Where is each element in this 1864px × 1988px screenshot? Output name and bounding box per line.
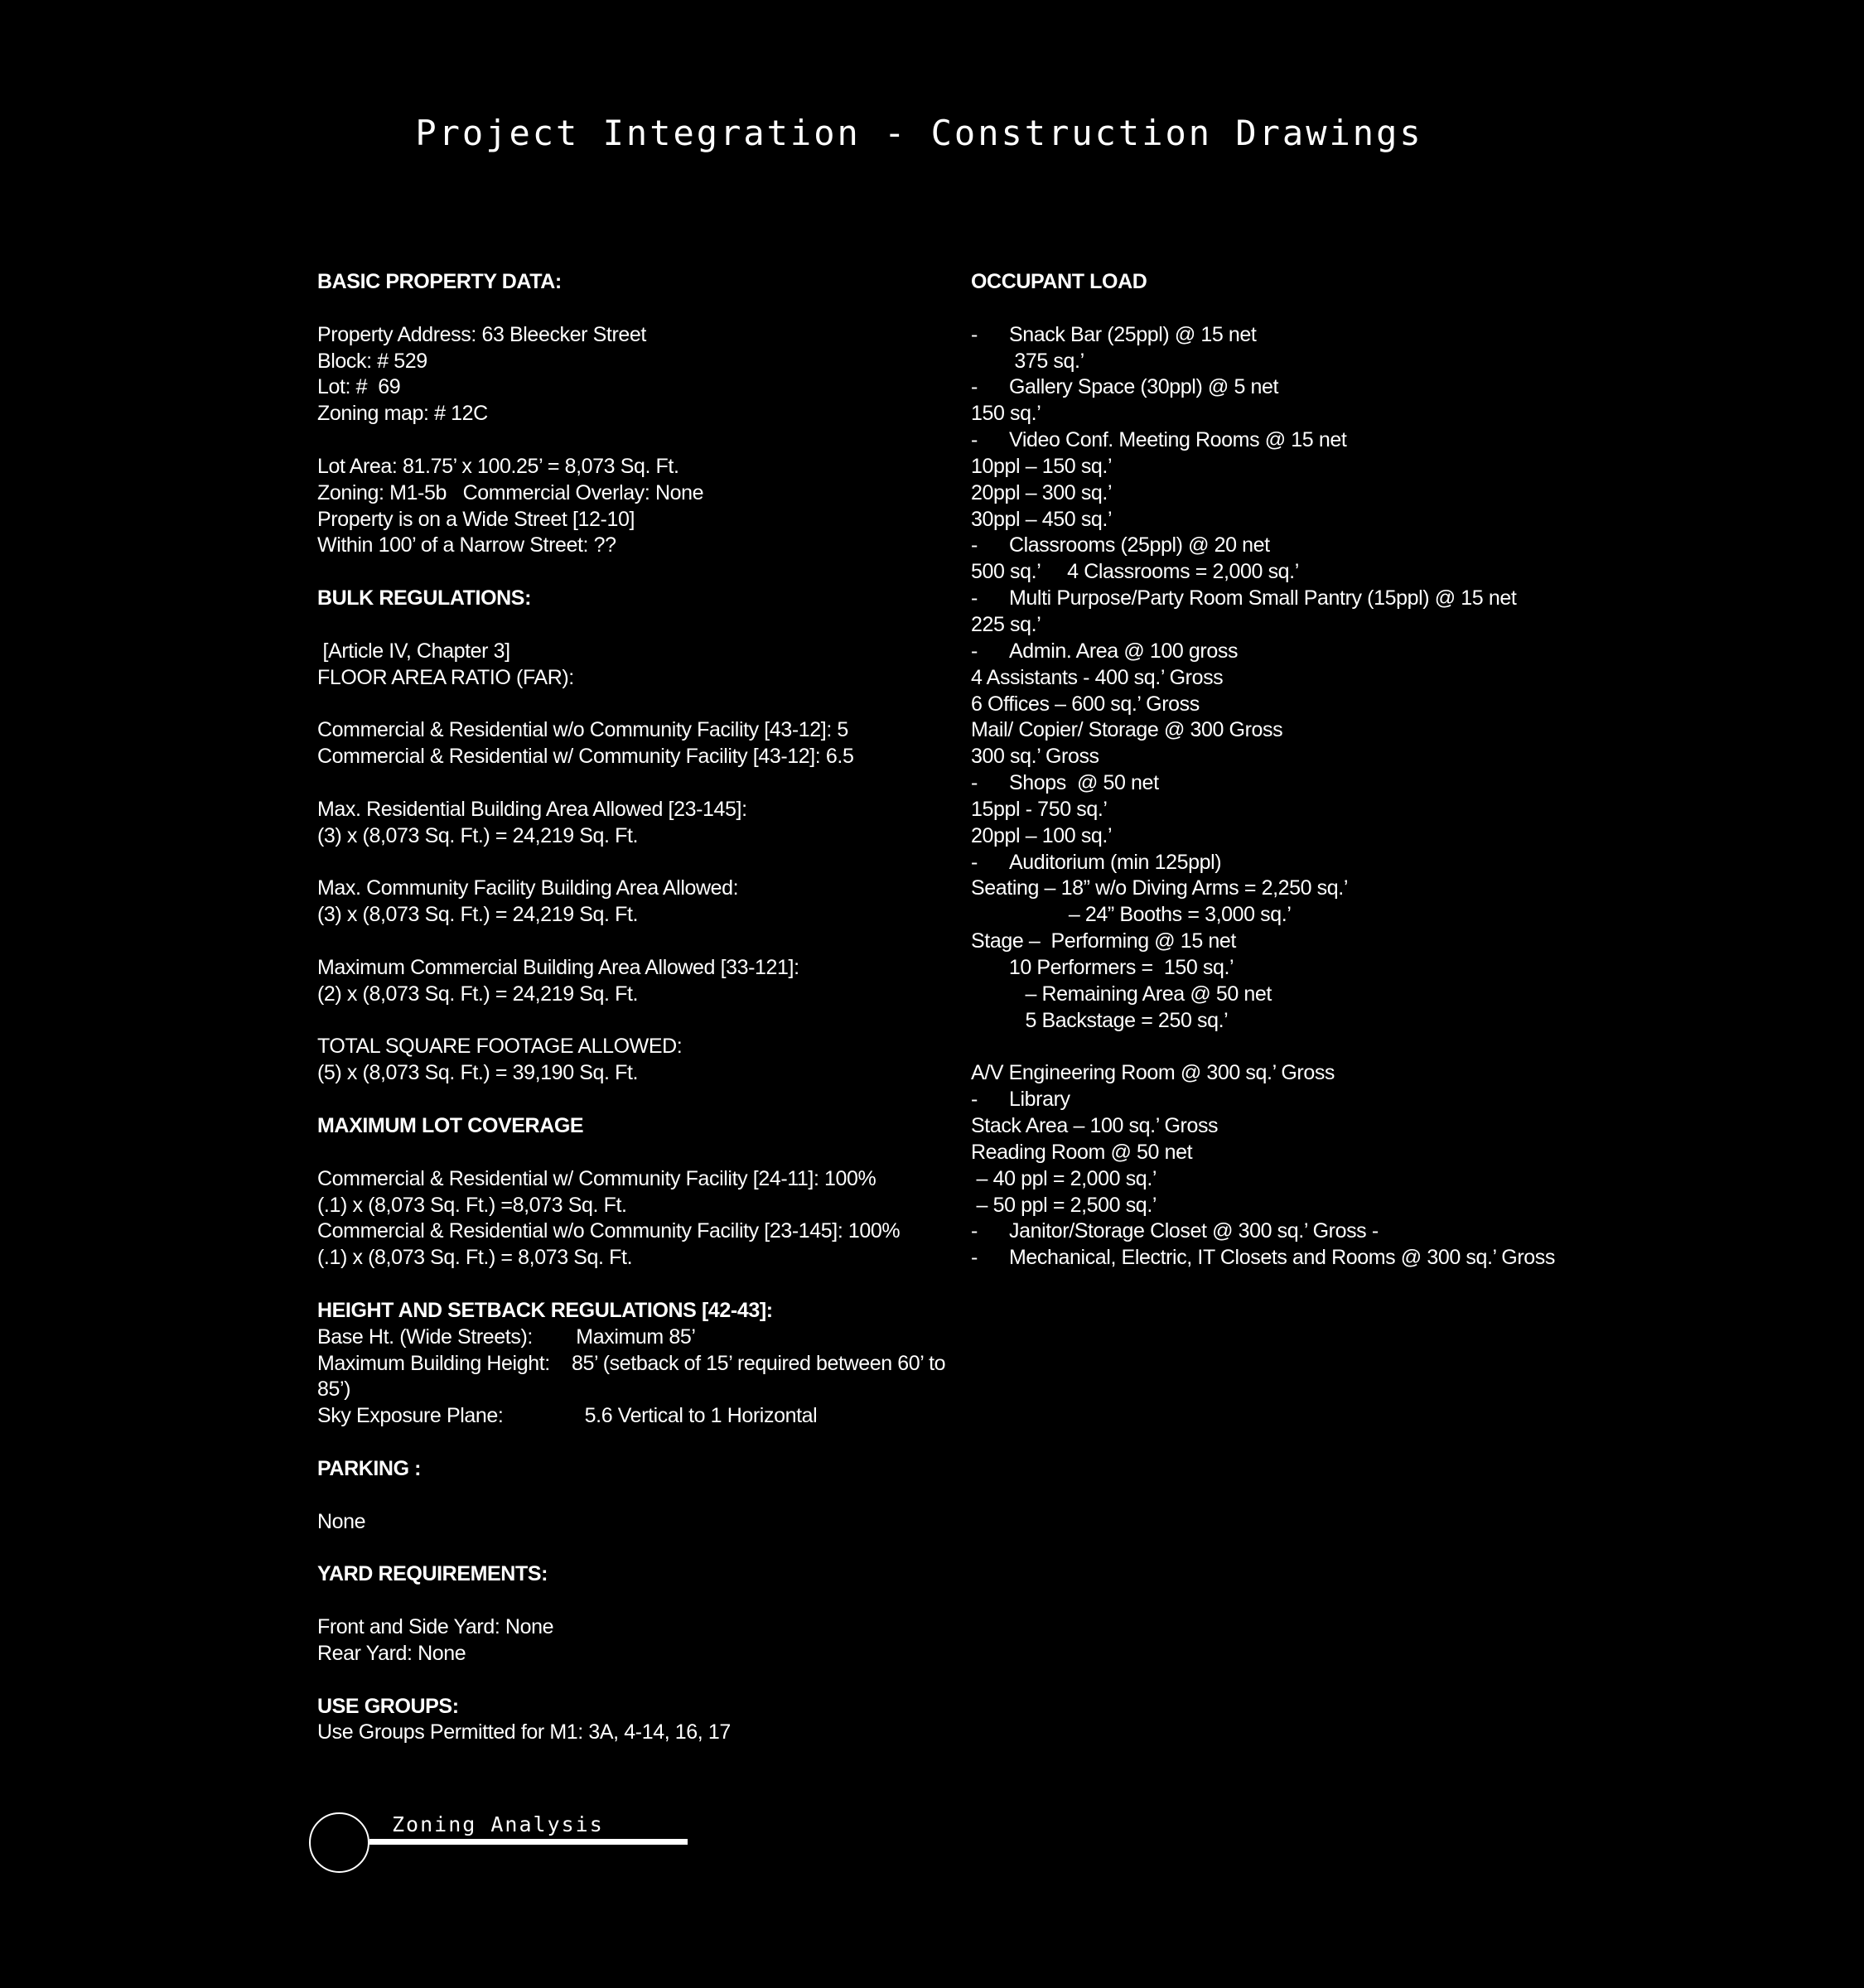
line-text: Lot: # 69	[317, 375, 401, 399]
line-text: Janitor/Storage Closet @ 300 sq.’ Gross -	[1009, 1219, 1379, 1243]
line-text: Max. Residential Building Area Allowed [23-145]:	[317, 797, 747, 821]
line-text: Block: # 529	[317, 349, 427, 373]
bullet-dash: -	[971, 1246, 978, 1270]
section-heading	[317, 1694, 980, 1720]
section-heading	[317, 1561, 980, 1588]
line-text: 30ppl – 450 sq.’	[971, 507, 1113, 531]
blank-line	[317, 850, 980, 876]
text-line	[971, 1060, 1634, 1087]
left-column	[317, 269, 980, 1746]
line-text: Max. Community Facility Building Area Allowed:	[317, 876, 739, 900]
section-heading	[317, 269, 980, 296]
line-text: Maximum Building Height: 85’ (setback of 15’ required between 60’ to	[317, 1351, 946, 1375]
text-line	[317, 322, 980, 349]
text-line	[971, 850, 1634, 876]
line-text: 4 Assistants - 400 sq.’ Gross	[971, 665, 1224, 689]
text-line	[971, 744, 1634, 770]
blank-line	[317, 692, 980, 718]
line-text: Use Groups Permitted for M1: 3A, 4-14, 16, 17	[317, 1720, 731, 1744]
line-text: (3) x (8,073 Sq. Ft.) = 24,219 Sq. Ft.	[317, 823, 639, 847]
text-line	[317, 374, 980, 401]
text-line	[971, 401, 1634, 427]
line-text: 10 Performers = 150 sq.’	[971, 955, 1234, 979]
text-line	[971, 427, 1634, 454]
text-line	[971, 770, 1634, 797]
line-text: Commercial & Residential w/o Community Facility [43-12]: 5	[317, 718, 848, 742]
text-line	[317, 1034, 980, 1060]
section-heading	[317, 1113, 980, 1140]
right-column	[971, 269, 1634, 1271]
bullet-dash: -	[971, 850, 978, 874]
text-line	[317, 1166, 980, 1193]
circle-marker-icon	[309, 1812, 369, 1873]
text-line	[971, 902, 1634, 929]
line-text: Zoning: M1-5b Commercial Overlay: None	[317, 480, 704, 504]
text-line	[317, 797, 980, 823]
text-line	[317, 876, 980, 902]
text-line	[317, 1403, 980, 1430]
text-line	[971, 322, 1634, 349]
blank-line	[317, 1483, 980, 1509]
line-text: Gallery Space (30ppl) @ 5 net	[1009, 375, 1279, 399]
bullet-dash: -	[971, 533, 978, 557]
text-line	[971, 454, 1634, 480]
text-line	[317, 1218, 980, 1245]
line-text: YARD REQUIREMENTS:	[317, 1562, 548, 1586]
line-text: 375 sq.’	[971, 349, 1084, 373]
text-line	[971, 559, 1634, 586]
text-line	[971, 1140, 1634, 1166]
text-line	[971, 612, 1634, 639]
underline-bar	[369, 1839, 688, 1845]
line-text: Commercial & Residential w/ Community Facility [24-11]: 100%	[317, 1166, 876, 1190]
line-text: 20ppl – 100 sq.’	[971, 823, 1113, 847]
line-text: Stage – Performing @ 15 net	[971, 929, 1236, 953]
bullet-dash: -	[971, 428, 978, 452]
line-text: 500 sq.’ 4 Classrooms = 2,000 sq.’	[971, 560, 1299, 584]
blank-line	[971, 296, 1634, 322]
text-line	[317, 1720, 980, 1746]
line-text: None	[317, 1509, 366, 1533]
line-text: Commercial & Residential w/ Community Facility [43-12]: 6.5	[317, 745, 854, 769]
line-text: 5 Backstage = 250 sq.’	[971, 1008, 1229, 1032]
blank-line	[971, 1034, 1634, 1060]
line-text: Mechanical, Electric, IT Closets and Rooms @ 300 sq.’ Gross	[1009, 1246, 1555, 1270]
text-line	[317, 480, 980, 507]
line-text: FLOOR AREA RATIO (FAR):	[317, 665, 574, 689]
line-text: USE GROUPS:	[317, 1694, 459, 1718]
text-line	[971, 480, 1634, 507]
blank-line	[317, 559, 980, 586]
text-line	[971, 1218, 1634, 1245]
text-line	[971, 797, 1634, 823]
line-text: – 50 ppl = 2,500 sq.’	[971, 1193, 1157, 1217]
section-heading	[317, 586, 980, 612]
text-line	[971, 1008, 1634, 1035]
line-text: TOTAL SQUARE FOOTAGE ALLOWED:	[317, 1035, 683, 1059]
line-text: 10ppl – 150 sq.’	[971, 454, 1113, 478]
blank-line	[317, 1536, 980, 1562]
blank-line	[317, 1087, 980, 1113]
line-text: A/V Engineering Room @ 300 sq.’ Gross	[971, 1061, 1335, 1085]
text-line	[971, 823, 1634, 850]
blank-line	[317, 296, 980, 322]
line-text: 150 sq.’	[971, 402, 1041, 426]
blank-line	[317, 1588, 980, 1614]
line-text: Reading Room @ 50 net	[971, 1140, 1193, 1164]
bullet-dash: -	[971, 586, 978, 610]
line-text: Base Ht. (Wide Streets): Maximum 85’	[317, 1325, 696, 1349]
line-text: BASIC PROPERTY DATA:	[317, 270, 562, 293]
line-text: (.1) x (8,073 Sq. Ft.) = 8,073 Sq. Ft.	[317, 1246, 633, 1270]
line-text: Shops @ 50 net	[1009, 771, 1159, 795]
footer-tag	[309, 1810, 690, 1876]
blank-line	[317, 1667, 980, 1694]
bullet-dash: -	[971, 1088, 978, 1112]
line-text: 300 sq.’ Gross	[971, 745, 1099, 769]
line-text: PARKING :	[317, 1456, 422, 1480]
line-text: (5) x (8,073 Sq. Ft.) = 39,190 Sq. Ft.	[317, 1061, 639, 1085]
text-line	[971, 533, 1634, 559]
line-text: Property is on a Wide Street [12-10]	[317, 507, 635, 531]
line-text: Commercial & Residential w/o Community Facility [23-145]: 100%	[317, 1219, 901, 1243]
text-line	[971, 929, 1634, 955]
text-line	[971, 1193, 1634, 1219]
line-text: Mail/ Copier/ Storage @ 300 Gross	[971, 718, 1283, 742]
text-line	[317, 1377, 980, 1403]
text-line	[317, 744, 980, 770]
text-line	[317, 1509, 980, 1536]
text-line	[317, 349, 980, 375]
footer-label: Zoning Analysis	[392, 1812, 604, 1836]
line-text: – Remaining Area @ 50 net	[971, 982, 1272, 1006]
line-text: – 40 ppl = 2,000 sq.’	[971, 1166, 1157, 1190]
text-line	[317, 507, 980, 533]
line-text: Stack Area – 100 sq.’ Gross	[971, 1114, 1219, 1137]
text-line	[971, 586, 1634, 612]
section-heading	[317, 1456, 980, 1483]
text-line	[971, 349, 1634, 375]
text-line	[317, 401, 980, 427]
line-text: Rear Yard: None	[317, 1641, 466, 1665]
text-line	[317, 454, 980, 480]
line-text: (3) x (8,073 Sq. Ft.) = 24,219 Sq. Ft.	[317, 903, 639, 927]
text-line	[317, 1060, 980, 1087]
blank-line	[317, 612, 980, 639]
line-text: Auditorium (min 125ppl)	[1009, 850, 1222, 874]
line-text: Video Conf. Meeting Rooms @ 15 net	[1009, 428, 1347, 452]
blank-line	[317, 427, 980, 454]
line-text: [Article IV, Chapter 3]	[317, 639, 510, 663]
bullet-dash: -	[971, 771, 978, 795]
blank-line	[317, 929, 980, 955]
text-line	[971, 1166, 1634, 1193]
text-line	[317, 902, 980, 929]
line-text: Zoning map: # 12C	[317, 402, 488, 426]
line-text: – 24” Booths = 3,000 sq.’	[971, 903, 1292, 927]
page-title: Project Integration - Construction Drawings	[415, 113, 1423, 153]
bullet-dash: -	[971, 322, 978, 346]
text-line	[317, 717, 980, 744]
text-line	[317, 665, 980, 692]
line-text: (.1) x (8,073 Sq. Ft.) =8,073 Sq. Ft.	[317, 1193, 627, 1217]
text-line	[317, 1641, 980, 1667]
line-text: (2) x (8,073 Sq. Ft.) = 24,219 Sq. Ft.	[317, 982, 639, 1006]
line-text: Maximum Commercial Building Area Allowed [33-121]:	[317, 955, 799, 979]
line-text: Library	[1009, 1088, 1070, 1112]
text-line	[317, 533, 980, 559]
line-text: 20ppl – 300 sq.’	[971, 480, 1113, 504]
text-line	[971, 507, 1634, 533]
text-line	[317, 1245, 980, 1271]
line-text: Snack Bar (25ppl) @ 15 net	[1009, 322, 1257, 346]
line-text: 15ppl - 750 sq.’	[971, 797, 1108, 821]
text-line	[971, 1245, 1634, 1271]
line-text: Seating – 18” w/o Diving Arms = 2,250 sq.’	[971, 876, 1348, 900]
line-text: 6 Offices – 600 sq.’ Gross	[971, 692, 1200, 716]
line-text: Sky Exposure Plane: 5.6 Vertical to 1 Horizontal	[317, 1404, 818, 1428]
section-heading	[317, 1298, 980, 1325]
text-line	[971, 982, 1634, 1008]
line-text: Within 100’ of a Narrow Street: ??	[317, 533, 616, 557]
bullet-dash: -	[971, 639, 978, 663]
blank-line	[317, 770, 980, 797]
line-text: Admin. Area @ 100 gross	[1009, 639, 1239, 663]
text-line	[317, 1351, 980, 1378]
line-text: 225 sq.’	[971, 612, 1041, 636]
line-text: Multi Purpose/Party Room Small Pantry (15ppl) @ 15 net	[1009, 586, 1517, 610]
text-line	[971, 665, 1634, 692]
bullet-dash: -	[971, 375, 978, 399]
line-text: OCCUPANT LOAD	[971, 270, 1147, 293]
text-line	[971, 717, 1634, 744]
text-line	[317, 1325, 980, 1351]
text-line	[317, 639, 980, 665]
line-text: 85’)	[317, 1378, 351, 1402]
line-text: MAXIMUM LOT COVERAGE	[317, 1114, 584, 1137]
text-line	[317, 982, 980, 1008]
text-line	[971, 876, 1634, 902]
blank-line	[317, 1271, 980, 1298]
blank-line	[317, 1430, 980, 1456]
blank-line	[317, 1140, 980, 1166]
text-line	[971, 374, 1634, 401]
text-line	[971, 955, 1634, 982]
line-text: HEIGHT AND SETBACK REGULATIONS [42-43]:	[317, 1298, 773, 1322]
section-heading	[971, 269, 1634, 296]
text-line	[971, 639, 1634, 665]
text-line	[317, 1614, 980, 1641]
text-line	[971, 1113, 1634, 1140]
text-line	[317, 955, 980, 982]
line-text: Lot Area: 81.75’ x 100.25’ = 8,073 Sq. Ft.	[317, 454, 679, 478]
text-line	[317, 1193, 980, 1219]
text-line	[317, 823, 980, 850]
line-text: Classrooms (25ppl) @ 20 net	[1009, 533, 1270, 557]
line-text: Property Address: 63 Bleecker Street	[317, 322, 646, 346]
blank-line	[317, 1008, 980, 1035]
line-text: Front and Side Yard: None	[317, 1615, 554, 1639]
line-text: BULK REGULATIONS:	[317, 586, 531, 610]
bullet-dash: -	[971, 1219, 978, 1243]
text-line	[971, 1087, 1634, 1113]
text-line	[971, 692, 1634, 718]
